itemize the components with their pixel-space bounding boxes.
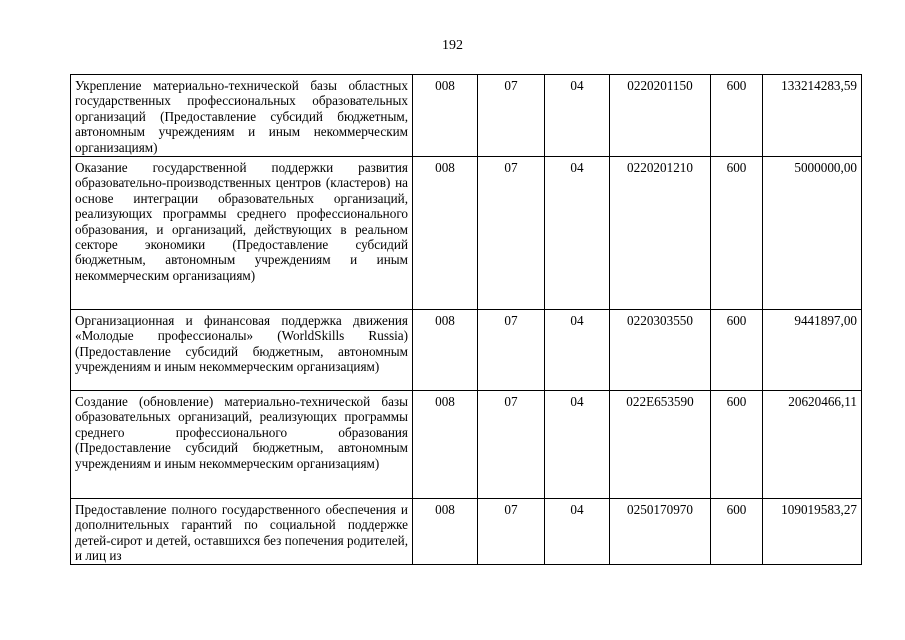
ministry-code: 008 [413,310,478,391]
subsection-code: 04 [545,75,610,157]
target-article-code: 022E653590 [610,391,711,499]
ministry-code: 008 [413,157,478,310]
amount: 109019583,27 [763,499,862,565]
table-row [71,157,862,310]
amount: 20620466,11 [763,391,862,499]
amount: 5000000,00 [763,157,862,310]
subsection-code: 04 [545,157,610,310]
section-code: 07 [478,75,545,157]
row-description: Предоставление полного государственного обеспечения и дополнительных гарантий по социальной поддержке детей-сирот и детей, оставшихся без попечения родителей, и лиц из [71,499,413,565]
table-row [71,391,862,499]
ministry-code: 008 [413,75,478,157]
target-article-code: 0220201150 [610,75,711,157]
expense-type-code: 600 [711,391,763,499]
amount: 9441897,00 [763,310,862,391]
expense-type-code: 600 [711,75,763,157]
budget-table [70,74,862,565]
expense-type-code: 600 [711,310,763,391]
target-article-code: 0250170970 [610,499,711,565]
amount: 133214283,59 [763,75,862,157]
subsection-code: 04 [545,310,610,391]
expense-type-code: 600 [711,157,763,310]
table-row [71,499,862,565]
expense-type-code: 600 [711,499,763,565]
table-row [71,310,862,391]
table-row [71,75,862,157]
section-code: 07 [478,310,545,391]
row-description: Укрепление материально-технической базы областных государственных профессиональных образовательных организаций (Предоставление субсидий бюджетным, автономным учреждениям и иным некоммерческим организациям) [71,75,413,157]
ministry-code: 008 [413,391,478,499]
row-description: Оказание государственной поддержки развития образовательно-производственных центров (кластеров) на основе интеграции образовательных организаций, реализующих программы среднего профессионального образования, и организаций, действующих в реальном секторе экономики (Предоставление субсидий бюджетным, автономным учреждениям и иным некоммерческим организациям) [71,157,413,310]
subsection-code: 04 [545,391,610,499]
row-description: Создание (обновление) материально-технической базы образовательных организаций, реализующих программы среднего профессионального образования (Предоставление субсидий бюджетным, автономным учреждениям и иным некоммерческим организациям) [71,391,413,499]
row-description: Организационная и финансовая поддержка движения «Молодые профессионалы» (WorldSkills Russia) (Предоставление субсидий бюджетным, автономным учреждениям и иным некоммерческим организациям) [71,310,413,391]
subsection-code: 04 [545,499,610,565]
section-code: 07 [478,157,545,310]
target-article-code: 0220201210 [610,157,711,310]
page-number: 192 [442,38,463,53]
section-code: 07 [478,499,545,565]
ministry-code: 008 [413,499,478,565]
target-article-code: 0220303550 [610,310,711,391]
section-code: 07 [478,391,545,499]
